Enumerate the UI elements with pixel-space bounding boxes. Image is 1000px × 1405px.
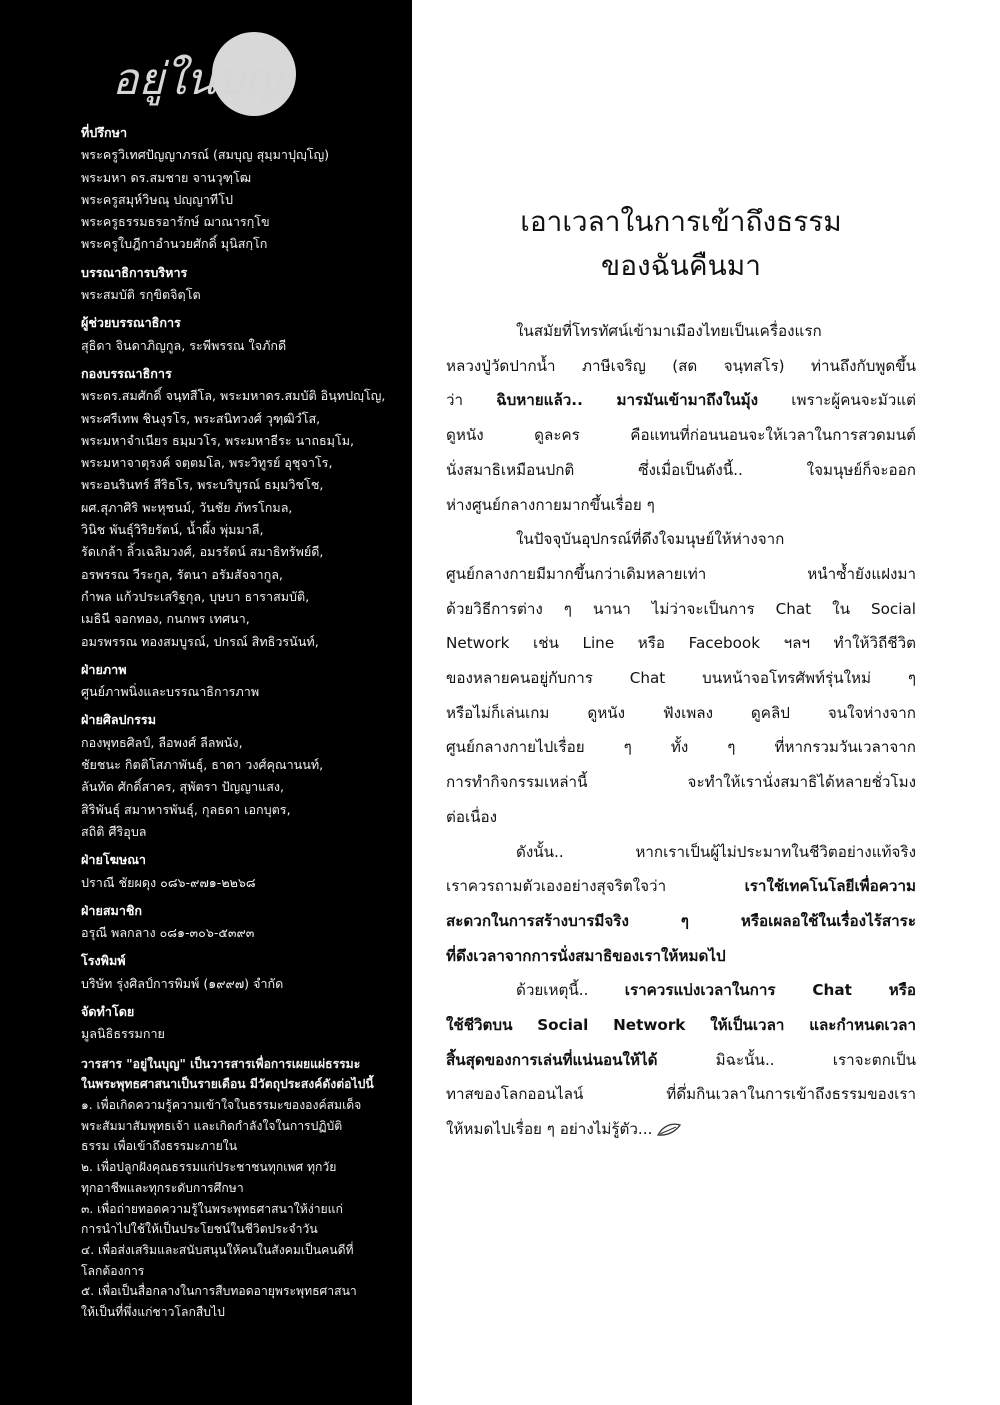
text-line: ของหลายคนอยู่กับการ Chat บนหน้าจอโทรศัพท์รุ่นใหม่ ๆ	[446, 669, 916, 688]
section-heading: ฝ่ายโฆษณา	[81, 852, 146, 868]
emphasis-text: เราควรแบ่งเวลาในการ Chat หรือ	[624, 981, 916, 1000]
text-line	[446, 1112, 916, 1147]
credit-line: พระอนรินทร์ สีริธโร, พระบริบูรณ์ ธมฺมวิชโช,	[81, 477, 324, 493]
credit-line: กำพล แก้วประเสริฐกุล, บุษบา ธาราสมบัติ,	[81, 588, 310, 604]
section-heading: กองบรรณาธิการ	[81, 365, 172, 381]
text-line: ทาสของโลกออนไลน์ ที่ดึ่มกินเวลาในการเข้าถึงธรรมของเรา	[446, 1085, 916, 1104]
text-run: ด้วยเหตุนี้..	[516, 981, 625, 1000]
purpose-item-line: ๒. เพื่อปลูกฝังคุณธรรมแก่ประชาชนทุกเพศ ทุกวัย	[81, 1160, 337, 1175]
purpose-item-line: โลกต้องการ	[81, 1263, 145, 1278]
section-heading: ฝ่ายสมาชิก	[81, 902, 143, 918]
emphasis-text: ฉิบหายแล้ว.. มารมันเข้ามาถึงในมุ้ง	[496, 391, 759, 410]
purpose-item-line: พระสัมมาสัมพุทธเจ้า และเกิดกำลังใจในการปฏิบัติ	[81, 1118, 343, 1133]
emphasis-text: ที่ดึงเวลาจากการนั่งสมาธิของเราให้หมดไป	[446, 946, 726, 965]
credit-line: พระมหาจาตุรงค์ จตฺตมโล, พระวิทูรย์ อุชุจาโร,	[81, 455, 333, 471]
emphasis-text: สะดวกในการสร้างบารมีจริง ๆ หรือเผลอใช้ในเรื่องไร้สาระ	[446, 911, 916, 930]
text-run: ว่า	[446, 391, 497, 410]
paragraph-2	[446, 522, 916, 834]
credit-line: พระครูธรรมธรอารักษ์ ฌาณารกฺโข	[81, 214, 270, 230]
section-printer	[81, 950, 399, 995]
section-assistant-editor	[81, 312, 399, 357]
credit-line: พระมหา ดร.สมชาย จานวุฑฺโฒ	[81, 169, 252, 185]
credit-line: อรุณี พลกลาง ๐๘๑-๓๐๖-๕๓๙๓	[81, 925, 255, 941]
credit-line: เมธินี จอกทอง, กนกพร เทศนา,	[81, 611, 250, 627]
section-publisher	[81, 1001, 399, 1046]
purpose-item-line: ให้เป็นที่พึ่งแก่ชาวโลกสืบไป	[81, 1305, 225, 1320]
purpose-item-line: ๔. เพื่อส่งเสริมและสนับสนุนให้คนในสังคมเป็นคนดีที่	[81, 1242, 354, 1257]
text-line	[446, 383, 916, 418]
section-photo	[81, 659, 399, 704]
purpose-heading-line: ในพระพุทธศาสนาเป็นรายเดือน มีวัตถุประสงค์ดังต่อไปนี้	[81, 1077, 374, 1092]
magazine-logo	[104, 28, 312, 124]
credit-line: สุธิดา จินดาภิญกูล, ระพีพรรณ ใจภักดี	[81, 337, 287, 353]
text-line: การทำกิจกรรมเหล่านี้ จะทำให้เรานั่งสมาธิได้หลายชั่วโมง	[446, 773, 916, 792]
text-line: ศูนย์กลางกายไปเรื่อย ๆ ทั้ง ๆ ที่หากรวมวันเวลาจาก	[446, 738, 916, 757]
emphasis-text: สิ้นสุดของการเล่นที่แน่นอนให้ได้	[446, 1050, 658, 1069]
text-line: ต่อเนื่อง	[446, 807, 498, 826]
section-heading: ฝ่ายภาพ	[81, 661, 127, 677]
article-body	[446, 314, 916, 1147]
purpose-item-line: การนำไปใช้ให้เป็นประโยชน์ในชีวิตประจำวัน	[81, 1222, 318, 1237]
title-line: เอาเวลาในการเข้าถึงธรรม	[520, 205, 842, 238]
credit-line: ผศ.สุภาศิริ พะหุชนม์, วันชัย ภัทรโกมล,	[81, 499, 293, 515]
purpose-item-line: ๓. เพื่อถ่ายทอดความรู้ในพระพุทธศาสนาให้ง่ายแก่	[81, 1201, 343, 1216]
emphasis-text: เราใช้เทคโนโลยีเพื่อความ	[744, 877, 916, 896]
editorial-article	[446, 200, 916, 1147]
title-line: ของฉันคืนมา	[601, 249, 761, 282]
text-line: ด้วยวิธีการต่าง ๆ นานา ไม่ว่าจะเป็นการ Chat ใน Social	[446, 599, 916, 618]
credit-line: ศูนย์ภาพนิ่งและบรรณาธิการภาพ	[81, 684, 260, 700]
credit-line: รัดเกล้า ลิ้วเฉลิมวงศ์, อมรรัตน์ สมาธิทรัพย์ดี,	[81, 544, 324, 560]
section-editorial-board	[81, 363, 399, 653]
credit-line: อมรพรรณ ทองสมบูรณ์, ปกรณ์ สิทธิวรนันท์,	[81, 633, 319, 649]
credit-line: พระครูใบฎีกาอำนวยศักดิ์ มุนิสกฺโก	[81, 236, 268, 252]
credit-line: พระสมบัติ รกฺขิตจิตฺโต	[81, 287, 201, 303]
section-membership	[81, 900, 399, 945]
purpose-heading-line: วารสาร "อยู่ในบุญ" เป็นวารสารเพื่อการเผยแผ่ธรรมะ	[81, 1056, 361, 1071]
purpose-item-line: ๕. เพื่อเป็นสื่อกลางในการสืบทอดอายุพระพุทธศาสนา	[81, 1284, 357, 1299]
credit-line: มูลนิธิธรรมกาย	[81, 1026, 165, 1042]
text-line: หรือไม่ก็เล่นเกม ดูหนัง ฟังเพลง ดูคลิป จนใจห่างจาก	[446, 703, 916, 722]
paragraph-4	[446, 973, 916, 1147]
article-title	[446, 200, 916, 288]
credit-line: พระศรีเทพ ชินงุรโร, พระสนิทวงศ์ วุฑฺฒิวํโส,	[81, 410, 321, 426]
credit-line: บริษัท รุ่งศิลป์การพิมพ์ (๑๙๙๗) จำกัด	[81, 975, 284, 991]
purpose-item-line: ธรรม เพื่อเข้าถึงธรรมะภายใน	[81, 1139, 238, 1154]
text-line	[446, 1043, 916, 1078]
paragraph-3	[446, 835, 916, 974]
purpose-section	[81, 1054, 399, 1323]
text-line: ศูนย์กลางกายมีมากขึ้นกว่าเดิมหลายเท่า หนำซ้ำยังแฝงมา	[446, 564, 916, 583]
text-line: Network เช่น Line หรือ Facebook ฯลฯ ทำให้วิถีชีวิต	[446, 634, 916, 653]
credit-line: ปราณี ชัยผดุง ๐๘๖-๙๗๑-๒๒๖๘	[81, 874, 256, 890]
credit-line: พระดร.สมศักดิ์ จนฺทสีโล, พระมหาดร.สมบัติ อินฺทปญฺโญ,	[81, 388, 386, 404]
text-line: นั่งสมาธิเหมือนปกติ ซึ่งเมื่อเป็นดังนี้.. ใจมนุษย์ก็จะออก	[446, 460, 916, 479]
section-heading: จัดทำโดย	[81, 1003, 135, 1019]
purpose-item-line: ทุกอาชีพและทุกระดับการศึกษา	[81, 1180, 244, 1195]
credit-line: พระครูวิเทศปัญญาภรณ์ (สมบุญ สุมฺมาปุญฺโญ)	[81, 147, 330, 163]
logo-artwork	[104, 28, 312, 124]
credit-line: ชัยชนะ กิตติโสภาพันธุ์, ธาดา วงศ์คุณานนท์,	[81, 757, 324, 773]
credits-list	[81, 122, 399, 1323]
text-line: ดูหนัง ดูละคร คือแทนที่ก่อนนอนจะให้เวลาในการสวดมนต์	[446, 426, 916, 445]
text-line: ห่างศูนย์กลางกายมากขึ้นเรื่อย ๆ	[446, 495, 655, 514]
logo-text: อยู่ในบุญ	[112, 54, 282, 105]
section-heading: ผู้ช่วยบรรณาธิการ	[81, 315, 181, 331]
text-run: ให้หมดไปเรื่อย ๆ อย่างไม่รู้ตัว...	[446, 1120, 653, 1139]
credit-line: กองพุทธศิลป์, ลือพงศ์ ลีลพนัง,	[81, 734, 243, 750]
leaf-end-mark-icon	[656, 1122, 682, 1138]
section-heading: ฝ่ายศิลปกรรม	[81, 712, 156, 728]
paragraph-1	[446, 314, 916, 522]
credit-line: สิริพันธุ์ สมาหารพันธุ์, กุลธดา เอกบุตร,	[81, 801, 291, 817]
text-run: เราควรถามตัวเองอย่างสุจริตใจว่า	[446, 877, 745, 896]
section-advisors	[81, 122, 399, 256]
text-run: เพราะผู้คนจะมัวแต่	[758, 391, 916, 410]
section-art	[81, 709, 399, 843]
credit-line: พระครูสมุห์วิษณุ ปญฺญาทีโป	[81, 191, 233, 207]
sidebar-credits-panel	[0, 0, 412, 1405]
credit-line: พระมหาจำเนียร ธมฺมวโร, พระมหาธีระ นาถธมฺโม,	[81, 432, 354, 448]
text-line: ในปัจจุบันอุปกรณ์ที่ดึงใจมนุษย์ให้ห่างจาก	[516, 530, 785, 549]
credit-line: สถิติ ศีริอุบล	[81, 823, 147, 839]
credit-line: ลันทัด ศักดิ์สาคร, สุพัตรา ปัญญาแสง,	[81, 779, 285, 795]
text-line: หลวงปู่วัดปากน้ำ ภาษีเจริญ (สด จนฺทสโร) ท่านถึงกับพูดขึ้น	[446, 356, 916, 375]
purpose-item-line: ๑. เพื่อเกิดความรู้ความเข้าใจในธรรมะขององค์สมเด็จ	[81, 1097, 362, 1112]
section-executive-editor	[81, 262, 399, 307]
credit-line: วินิช พันธุ์วิริยรัตน์, น้ำผึ้ง พุ่มมาลี,	[81, 522, 264, 538]
emphasis-text: ใช้ชีวิตบน Social Network ให้เป็นเวลา และกำหนดเวลา	[446, 1016, 916, 1035]
section-heading: โรงพิมพ์	[81, 953, 126, 969]
text-run: มิฉะนั้น.. เราจะตกเป็น	[657, 1050, 916, 1069]
text-line	[446, 973, 916, 1008]
section-heading: บรรณาธิการบริหาร	[81, 264, 188, 280]
text-line	[446, 869, 916, 904]
text-line: ดังนั้น.. หากเราเป็นผู้ไม่ประมาทในชีวิตอย่างแท้จริง	[516, 842, 916, 861]
text-line: ในสมัยที่โทรทัศน์เข้ามาเมืองไทยเป็นเครื่องแรก	[516, 322, 822, 340]
section-heading: ที่ปรึกษา	[81, 125, 128, 140]
credit-line: อรพรรณ วีระกูล, รัตนา อรัมสัจจากูล,	[81, 566, 283, 582]
section-advertising	[81, 849, 399, 894]
